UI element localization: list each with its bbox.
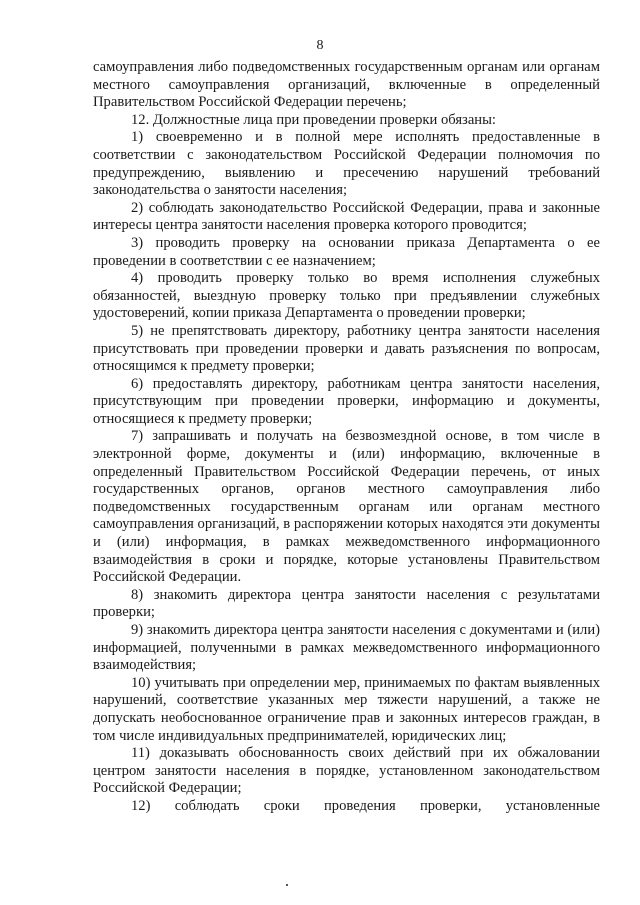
paragraph-item-8: 8) знакомить директора центра занятости населения с результатами проверки; — [93, 586, 600, 621]
paragraph-item-1: 1) своевременно и в полной мере исполнять предоставленные в соответствии с законодательством Российской Федерации полномочия по предупреждению, выявлению и пресечению нарушений требований законодательства о занятости населения; — [93, 129, 600, 199]
page-number: 8 — [316, 38, 324, 53]
paragraph-item-10: 10) учитывать при определении мер, принимаемых по фактам выявленных нарушений, соответствие указанных мер тяжести нарушений, а также не допускать необоснованное ограничение прав и законных интересов граждан, в том числе индивидуальных предпринимателей, юридических лиц; — [93, 674, 600, 744]
paragraph-item-5: 5) не препятствовать директору, работнику центра занятости населения присутствовать при проведении проверки и давать разъяснения по вопросам, относящимся к предмету проверки; — [93, 322, 600, 375]
paragraph-item-11: 11) доказывать обоснованность своих действий при их обжаловании центром занятости населения в порядке, установленном законодательством Российской Федерации; — [93, 745, 600, 797]
paragraph-item-2: 2) соблюдать законодательство Российской Федерации, права и законные интересы центра занятости населения проверка которого проводится; — [93, 199, 600, 234]
paragraph-clause-12: 12. Должностные лица при проведении проверки обязаны: — [131, 111, 496, 128]
paragraph-item-7: 7) запрашивать и получать на безвозмездной основе, в том числе в электронной форме, документы и (или) информацию, включенные в определенный Правительством Российской Федерации перечень, от иных государственных органов, органов местного самоуправления либо подведомственных государственным органам или органам местного самоуправления организаций, в распоряжении которых находятся эти документы и (или) информация, в рамках межведомственного информационного взаимодействия в сроки и порядке, которые установлены Правительством Российской Федерации. — [93, 428, 600, 586]
scan-speck — [286, 884, 288, 886]
paragraph-item-6: 6) предоставлять директору, работникам центра занятости населения, присутствующим при проведении проверки, информацию и документы, относящиеся к предмету проверки; — [93, 375, 600, 427]
paragraph-item-3: 3) проводить проверку на основании приказа Департамента о ее проведении в соответствии с ее назначением; — [93, 234, 600, 269]
paragraph-item-9: 9) знакомить директора центра занятости населения с документами и (или) информацией, полученными в рамках межведомственного информационного взаимодействия; — [93, 622, 600, 674]
document-body — [93, 59, 600, 816]
paragraph-continuation: самоуправления либо подведомственных государственным органам или органам местного самоуправления организаций, включенные в определенный Правительством Российской Федерации перечень; — [93, 59, 600, 111]
paragraph-item-12: 12) соблюдать сроки проведения проверки, установленные — [131, 797, 600, 814]
paragraph-item-4: 4) проводить проверку только во время исполнения служебных обязанностей, выездную проверку только при предъявлении служебных удостоверений, копии приказа Департамента о проведении проверки; — [93, 270, 600, 322]
